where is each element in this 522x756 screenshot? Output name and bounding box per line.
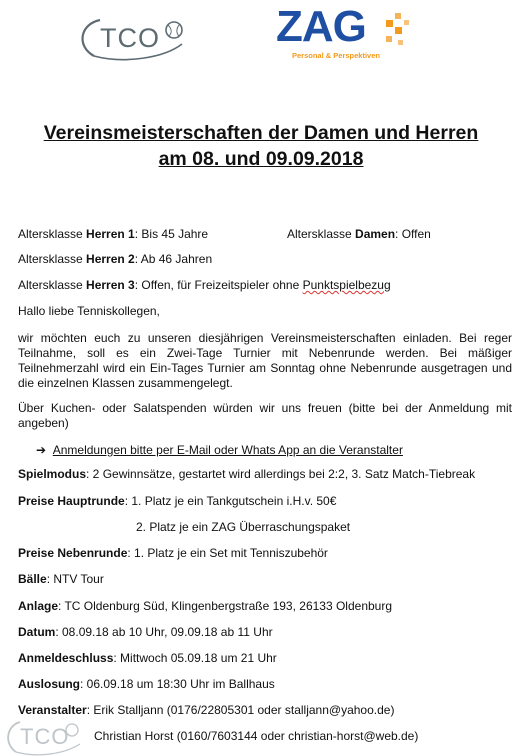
tco-logo: [74, 14, 186, 62]
zag-logo: [276, 4, 416, 68]
paragraph-donations: Über Kuchen- oder Salatspenden würden wir uns freuen (bitte bei der Anmeldung mit angeben): [18, 401, 512, 430]
zag-squares-icon: [384, 12, 414, 52]
detail-preise-nebenrunde: Preise Nebenrunde: 1. Platz je ein Set mit Tenniszubehör: [18, 546, 328, 560]
detail-baelle: Bälle: NTV Tour: [18, 572, 104, 586]
footer-tco-logo: [2, 716, 82, 756]
zag-logo-text: ZAG: [276, 2, 366, 51]
detail-anlage: Anlage: TC Oldenburg Süd, Klingenbergstraße 193, 26133 Oldenburg: [18, 599, 393, 613]
age-class-herren1: Altersklasse Herren 1: Bis 45 Jahre: [18, 227, 209, 241]
registration-note: ➔ Anmeldungen bitte per E-Mail oder Whats App an die Veranstalter: [36, 443, 403, 457]
age-class-herren3: Altersklasse Herren 3: Offen, für Freizeitspieler ohne Punktspielbezug: [18, 278, 391, 292]
detail-veranstalter-2: Christian Horst (0160/7603144 oder christian-horst@web.de): [94, 729, 419, 743]
detail-preise-hauptrunde: Preise Hauptrunde: 1. Platz je ein Tankgutschein i.H.v. 50€: [18, 494, 337, 508]
detail-auslosung: Auslosung: 06.09.18 um 18:30 Uhr im Ballhaus: [18, 677, 275, 691]
zag-logo-subtitle: Personal & Perspektiven: [292, 51, 380, 60]
footer-tco-logo-text: TCO: [20, 724, 70, 749]
detail-datum: Datum: 08.09.18 ab 10 Uhr, 09.09.18 ab 11 Uhr: [18, 625, 273, 639]
greeting: Hallo liebe Tenniskollegen,: [18, 304, 160, 318]
age-class-damen: Altersklasse Damen: Offen: [287, 227, 431, 241]
age-class-herren2: Altersklasse Herren 2: Ab 46 Jahren: [18, 252, 213, 266]
paragraph-invitation: wir möchten euch zu unseren diesjährigen Vereinsmeisterschaften einladen. Bei reger Teilnahme, soll es ein Zwei-Tage Turnier mit Nebenrunde werden. Bei mäßiger Teilnehmerzahl wird ein Ein-Tages Turnier am Sonntag ohne Nebenrunde ausgetragen und die einzelnen Klassen zusammengelegt.: [18, 331, 512, 390]
title-line-2: am 08. und 09.09.2018: [158, 148, 364, 170]
detail-spielmodus: Spielmodus: 2 Gewinnsätze, gestartet wird allerdings bei 2:2, 3. Satz Match-Tiebreak: [18, 467, 476, 481]
title-line-1: Vereinsmeisterschaften der Damen und Herren: [43, 122, 479, 144]
tco-logo-text: TCO: [100, 23, 160, 53]
detail-anmeldeschluss: Anmeldeschluss: Mittwoch 05.09.18 um 21 Uhr: [18, 651, 277, 665]
detail-preise-hauptrunde-2: 2. Platz je ein ZAG Überraschungspaket: [136, 520, 351, 534]
detail-veranstalter: Veranstalter: Erik Stalljann (0176/22805301 oder stalljann@yahoo.de): [18, 703, 395, 717]
arrow-icon: ➔: [36, 443, 47, 457]
